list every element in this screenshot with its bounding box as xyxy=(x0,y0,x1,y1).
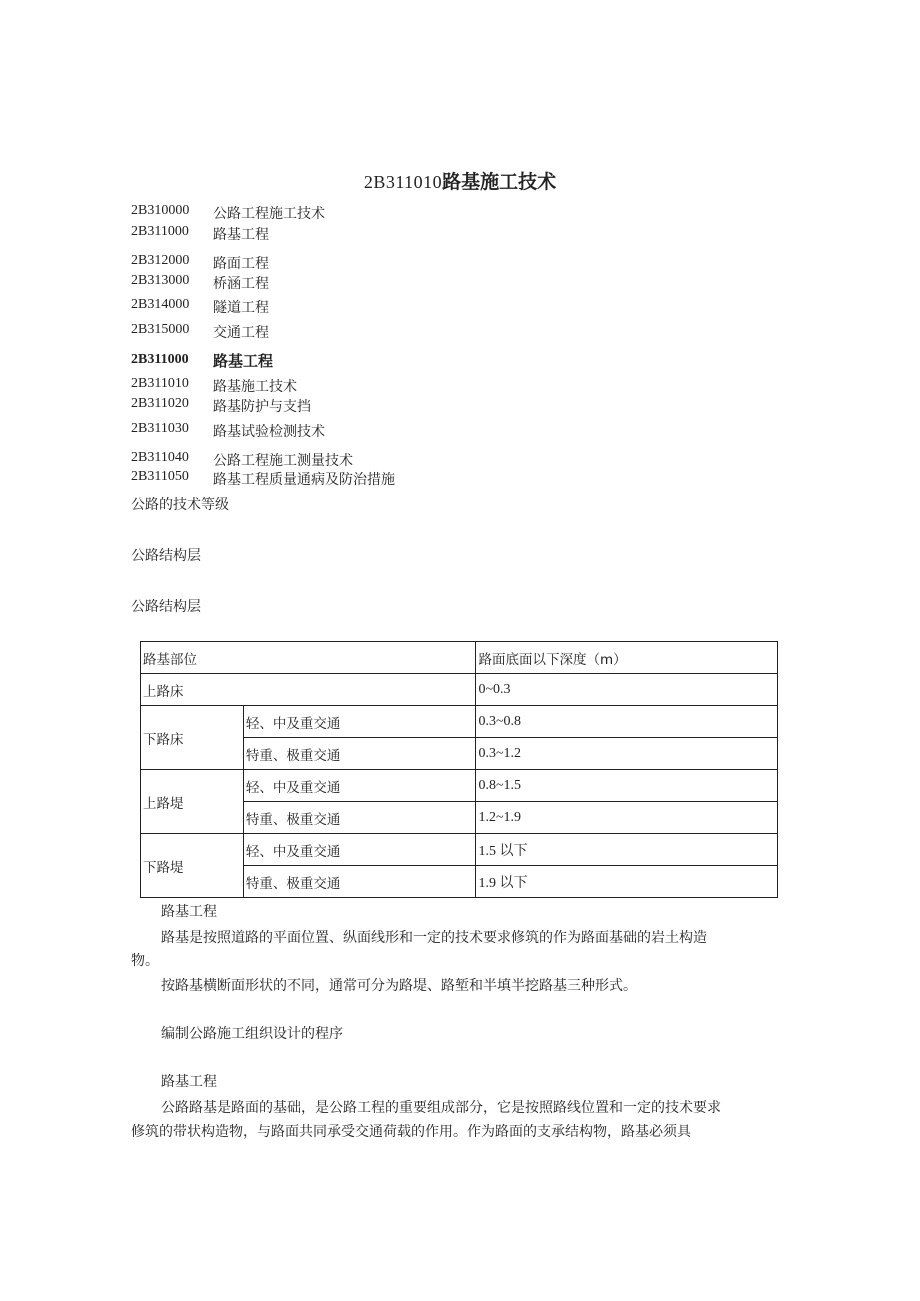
page-title xyxy=(0,167,920,194)
toc-label: 路基试验检测技术 xyxy=(213,424,325,440)
toc-label: 路基工程 xyxy=(213,227,269,243)
body-paragraph-line: 路基是按照道路的平面位置、纵面线形和一定的技术要求修筑的作为路面基础的岩土构造 xyxy=(161,930,707,946)
body-heading: 路基工程 xyxy=(161,904,217,920)
toc-label: 桥涵工程 xyxy=(213,276,269,292)
table-header-row xyxy=(141,642,778,674)
body-paragraph: 按路基横断面形状的不同，通常可分为路堤、路堑和半填半挖路基三种形式。 xyxy=(161,978,637,994)
cell-traffic: 特重、极重交通 xyxy=(243,738,476,770)
toc-label: 隧道工程 xyxy=(213,300,269,316)
cell-traffic: 轻、中及重交通 xyxy=(243,706,476,738)
toc-code: 2B311030 xyxy=(131,421,189,436)
cell-traffic: 特重、极重交通 xyxy=(243,866,476,898)
body-heading: 路基工程 xyxy=(161,1074,217,1090)
toc-code: 2B314000 xyxy=(131,297,190,312)
cell-part: 上路堤 xyxy=(141,770,244,834)
toc-code: 2B311000 xyxy=(131,224,189,239)
body-paragraph-line: 公路路基是路面的基础，是公路工程的重要组成部分，它是按照路线位置和一定的技术要求 xyxy=(161,1100,721,1116)
heading-structure: 公路结构层 xyxy=(131,599,201,615)
cell-depth: 0.3~0.8 xyxy=(476,706,778,738)
toc-section-code: 2B311000 xyxy=(131,352,189,367)
toc-code: 2B311050 xyxy=(131,469,189,484)
toc-code: 2B312000 xyxy=(131,253,190,268)
cell-part: 下路床 xyxy=(141,706,244,770)
body-paragraph-line: 物。 xyxy=(131,953,159,969)
cell-traffic: 轻、中及重交通 xyxy=(243,834,476,866)
table-row xyxy=(141,706,778,738)
header-depth: 路面底面以下深度（m） xyxy=(476,642,778,674)
body-heading: 编制公路施工组织设计的程序 xyxy=(161,1026,343,1042)
toc-label: 路基防护与支挡 xyxy=(213,399,311,415)
toc-label: 路基工程质量通病及防治措施 xyxy=(213,472,395,488)
toc-code: 2B311020 xyxy=(131,396,189,411)
cell-depth: 0~0.3 xyxy=(476,674,778,706)
cell-depth: 1.5 以下 xyxy=(476,834,778,866)
toc-label: 路面工程 xyxy=(213,256,269,272)
toc-section-label: 路基工程 xyxy=(213,352,274,370)
table-row xyxy=(141,834,778,866)
cell-part: 上路床 xyxy=(141,674,476,706)
heading-structure: 公路结构层 xyxy=(131,548,201,564)
cell-traffic: 特重、极重交通 xyxy=(243,802,476,834)
toc-code: 2B313000 xyxy=(131,273,190,288)
table-row xyxy=(141,770,778,802)
toc-code: 2B311040 xyxy=(131,450,189,465)
cell-depth: 0.8~1.5 xyxy=(476,770,778,802)
body-paragraph-line: 修筑的带状构造物，与路面共同承受交通荷载的作用。作为路面的支承结构物，路基必须具 xyxy=(131,1124,691,1140)
toc-label: 公路工程施工测量技术 xyxy=(213,453,353,469)
header-part: 路基部位 xyxy=(141,642,476,674)
subgrade-depth-table xyxy=(140,641,778,898)
cell-depth: 0.3~1.2 xyxy=(476,738,778,770)
table-row xyxy=(141,674,778,706)
toc-code: 2B310000 xyxy=(131,203,190,218)
cell-part: 下路堤 xyxy=(141,834,244,898)
cell-traffic: 轻、中及重交通 xyxy=(243,770,476,802)
title-text: 路基施工技术 xyxy=(442,171,557,193)
toc-label: 路基施工技术 xyxy=(213,379,297,395)
title-code: 2B311010 xyxy=(363,172,443,192)
heading-tech-grade: 公路的技术等级 xyxy=(131,497,229,513)
toc-code: 2B311010 xyxy=(131,376,189,391)
toc-label: 公路工程施工技术 xyxy=(213,206,325,222)
cell-depth: 1.9 以下 xyxy=(476,866,778,898)
toc-code: 2B315000 xyxy=(131,322,190,337)
toc-label: 交通工程 xyxy=(213,325,269,341)
cell-depth: 1.2~1.9 xyxy=(476,802,778,834)
